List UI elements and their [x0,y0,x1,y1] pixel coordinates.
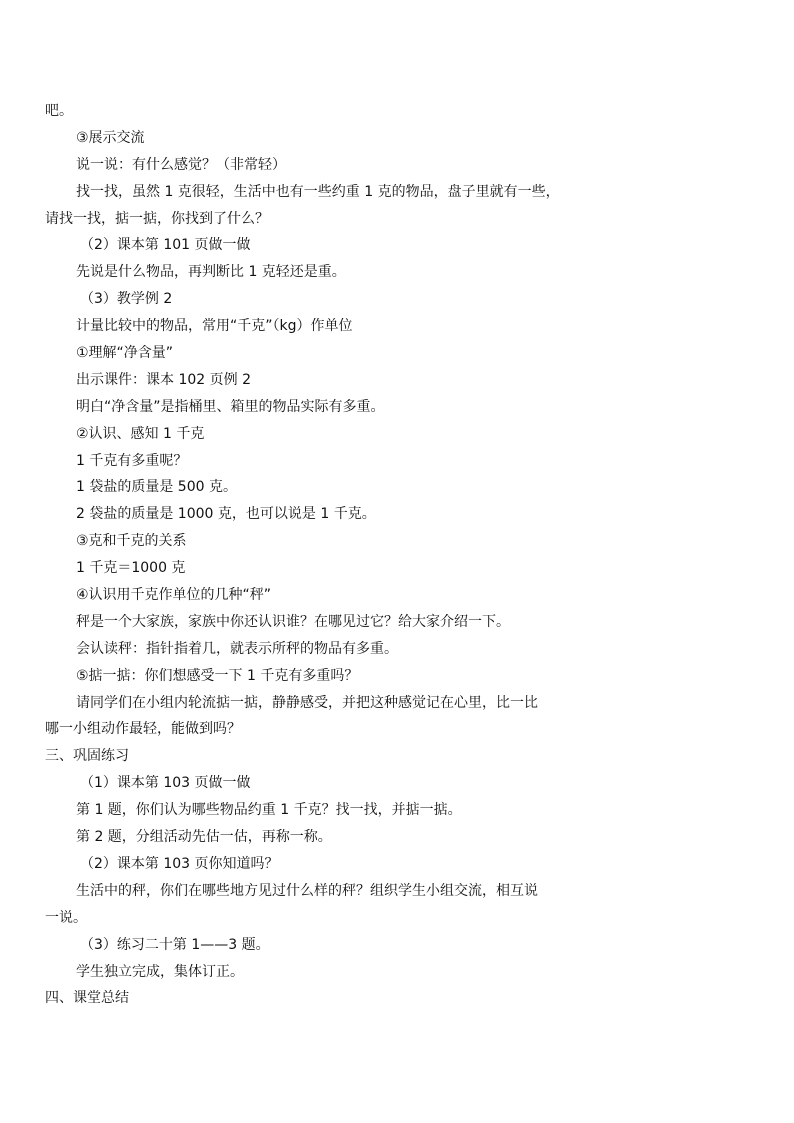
text-line: 一说。 [45,909,87,926]
text-line: 1 千克有多重呢？ [76,452,188,469]
text-line: 出示课件：课本 102 页例 2 [76,371,251,388]
text-line: 会认读秤：指针指着几，就表示所秤的物品有多重。 [76,640,398,657]
text-line: 计量比较中的物品，常用“千克”（kg）作单位 [76,318,353,335]
text-line: 第 2 题，分组活动先估一估，再称一称。 [76,829,332,846]
text-line: 说一说：有什么感觉？（非常轻） [76,156,286,173]
text-line: 请同学们在小组内轮流掂一掂，静静感受，并把这种感觉记在心里，比一比 [76,694,538,711]
text-line: 1 袋盐的质量是 500 克。 [76,479,237,496]
text-line: 请找一找，掂一掂，你找到了什么？ [45,210,269,227]
text-line: （3）教学例 2 [80,291,173,308]
text-line: （2）课本第 101 页做一做 [80,237,251,254]
text-line: 学生独立完成，集体订正。 [76,963,244,980]
text-line: ③展示交流 [76,129,145,146]
text-line: 四、课堂总结 [45,990,129,1007]
text-line: ③克和千克的关系 [76,533,187,550]
text-line: 2 袋盐的质量是 1000 克，也可以说是 1 千克。 [76,506,376,523]
text-line: 吧。 [45,103,73,119]
text-line: 哪一小组动作最轻，能做到吗？ [45,721,241,738]
text-line: （2）课本第 103 页你知道吗？ [80,855,279,872]
text-line: 第 1 题，你们认为哪些物品约重 1 千克？找一找，并掂一掂。 [76,802,462,819]
text-line: 生活中的秤，你们在哪些地方见过什么样的秤？组织学生小组交流，相互说 [76,882,538,899]
text-line: （1）课本第 103 页做一做 [80,775,251,792]
text-line: ①理解“净含量” [76,345,174,362]
text-line: 1 千克＝1000 克 [76,560,186,577]
text-line: 先说是什么物品，再判断比 1 克轻还是重。 [76,264,346,281]
text-line: ②认识、感知 1 千克 [76,425,205,442]
text-line: 明白“净含量”是指桶里、箱里的物品实际有多重。 [76,398,385,415]
text-line: ⑤掂一掂：你们想感受一下 1 千克有多重吗？ [76,667,359,684]
text-line: 秤是一个大家族，家族中你还认识谁？在哪见过它？给大家介绍一下。 [76,613,510,630]
text-line: （3）练习二十第 1——3 题。 [80,936,270,953]
text-line: 找一找，虽然 1 克很轻，生活中也有一些约重 1 克的物品，盘子里就有一些， [76,183,560,200]
text-line: ④认识用千克作单位的几种“秤” [76,587,272,604]
text-line: 三、巩固练习 [45,748,129,765]
document-body [0,98,794,1012]
